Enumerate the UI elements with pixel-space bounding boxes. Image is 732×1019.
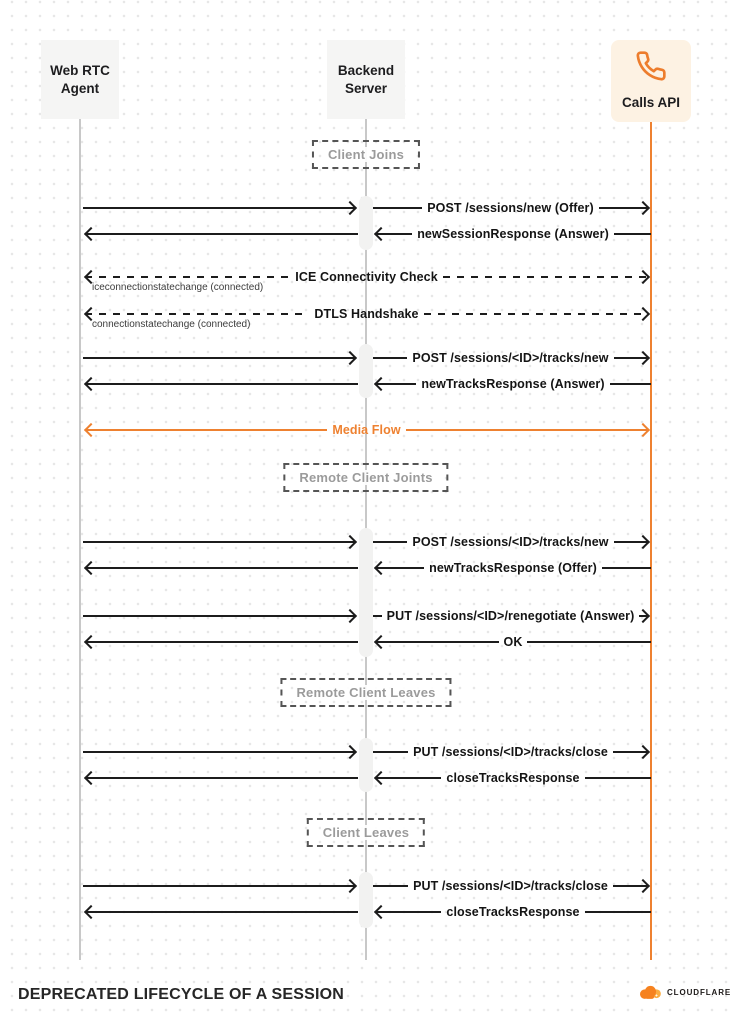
activation-bar (359, 528, 373, 657)
message-line (83, 541, 356, 544)
message (85, 420, 648, 440)
message-line (373, 615, 382, 618)
lifeline-calls-api (650, 122, 653, 960)
message-line (373, 751, 408, 754)
arrowhead-right (343, 201, 357, 215)
actor-label: Server (344, 80, 388, 96)
actor-backend-server (327, 40, 405, 119)
event-note: connectionstatechange (connected) (92, 319, 251, 330)
actor-label: Web RTC (50, 62, 110, 78)
milestone-remote-client-joints (283, 463, 448, 492)
message-label: ICE Connectivity Check (295, 270, 438, 284)
message (375, 224, 651, 244)
message-line (83, 885, 356, 888)
message-line (83, 751, 356, 754)
message-label: closeTracksResponse (446, 905, 580, 919)
message-line (83, 615, 356, 618)
arrowhead-right (343, 745, 357, 759)
message-label: newSessionResponse (Answer) (417, 227, 609, 241)
message-line (85, 383, 358, 386)
message-line (373, 885, 408, 888)
cloudflare-cloud-icon (637, 984, 663, 1000)
message-line (85, 911, 358, 914)
message-line (85, 233, 358, 236)
message (375, 374, 651, 394)
milestone-remote-client-leaves (280, 678, 451, 707)
message-line (373, 541, 407, 544)
message-line (85, 567, 358, 570)
message (373, 876, 648, 896)
milestone-client-leaves (307, 818, 425, 847)
message (375, 768, 651, 788)
message-line (527, 641, 651, 644)
arrowhead-right (343, 535, 357, 549)
message-line (585, 777, 651, 780)
message-label: PUT /sessions/<ID>/renegotiate (Answer) (386, 609, 635, 623)
message-line (406, 429, 648, 432)
message (375, 632, 651, 652)
message-line (85, 313, 309, 316)
message-label: POST /sessions/<ID>/tracks/new (412, 351, 609, 365)
message (373, 742, 648, 762)
lifeline-webrtc-agent (79, 119, 81, 960)
activation-bar (359, 344, 373, 398)
message-label: POST /sessions/new (Offer) (427, 201, 594, 215)
activation-bar (359, 872, 373, 928)
arrowhead-left (84, 227, 98, 241)
arrowhead-left (84, 377, 98, 391)
message-line (443, 276, 648, 279)
actor-webrtc-agent (41, 40, 119, 119)
message-line (424, 313, 648, 316)
milestone-client-joins (312, 140, 420, 169)
message-line (83, 357, 356, 360)
message-line (85, 777, 358, 780)
diagram-title: DEPRECATED LIFECYCLE OF A SESSION (18, 986, 345, 1003)
event-note: iceconnectionstatechange (connected) (92, 282, 264, 293)
arrowhead-right (343, 879, 357, 893)
message (373, 532, 648, 552)
actor-label: Agent (60, 80, 100, 96)
message-label: POST /sessions/<ID>/tracks/new (412, 535, 609, 549)
actor-label: Backend (337, 62, 395, 78)
arrowhead-left (84, 561, 98, 575)
arrowhead-right (343, 351, 357, 365)
message-label: Media Flow (332, 423, 401, 437)
milestone-label: Remote Client Leaves (296, 685, 436, 700)
message-label: OK (503, 635, 523, 649)
message-line (585, 911, 651, 914)
milestone-label: Remote Client Joints (299, 470, 433, 485)
message-line (83, 207, 356, 210)
message-label: PUT /sessions/<ID>/tracks/close (413, 745, 608, 759)
arrowhead-left (84, 635, 98, 649)
phone-icon (635, 50, 667, 87)
activation-bar (359, 738, 373, 792)
message-line (602, 567, 651, 570)
message (373, 198, 648, 218)
message (375, 558, 651, 578)
message-line (614, 233, 651, 236)
milestone-label: Client Leaves (322, 825, 410, 840)
activation-bar (359, 196, 373, 250)
arrowhead-right (343, 609, 357, 623)
arrowhead-left (84, 905, 98, 919)
message (373, 348, 648, 368)
message-label: DTLS Handshake (314, 307, 419, 321)
milestone-label: Client Joins (327, 147, 405, 162)
actor-calls-api (611, 40, 691, 122)
message-line (85, 641, 358, 644)
message (373, 606, 648, 626)
message-line (85, 429, 327, 432)
message-line (610, 383, 651, 386)
message-label: newTracksResponse (Offer) (429, 561, 597, 575)
actor-label: Calls API (621, 95, 681, 110)
message-label: PUT /sessions/<ID>/tracks/close (413, 879, 608, 893)
arrowhead-left (84, 771, 98, 785)
message-line (373, 207, 422, 210)
message-line (85, 276, 290, 279)
message-label: newTracksResponse (Answer) (421, 377, 605, 391)
message-label: closeTracksResponse (446, 771, 580, 785)
cloudflare-logo (637, 984, 731, 1000)
message-line (375, 641, 499, 644)
message-line (373, 357, 407, 360)
cloudflare-wordmark: CLOUDFLARE (667, 987, 732, 997)
message (375, 902, 651, 922)
